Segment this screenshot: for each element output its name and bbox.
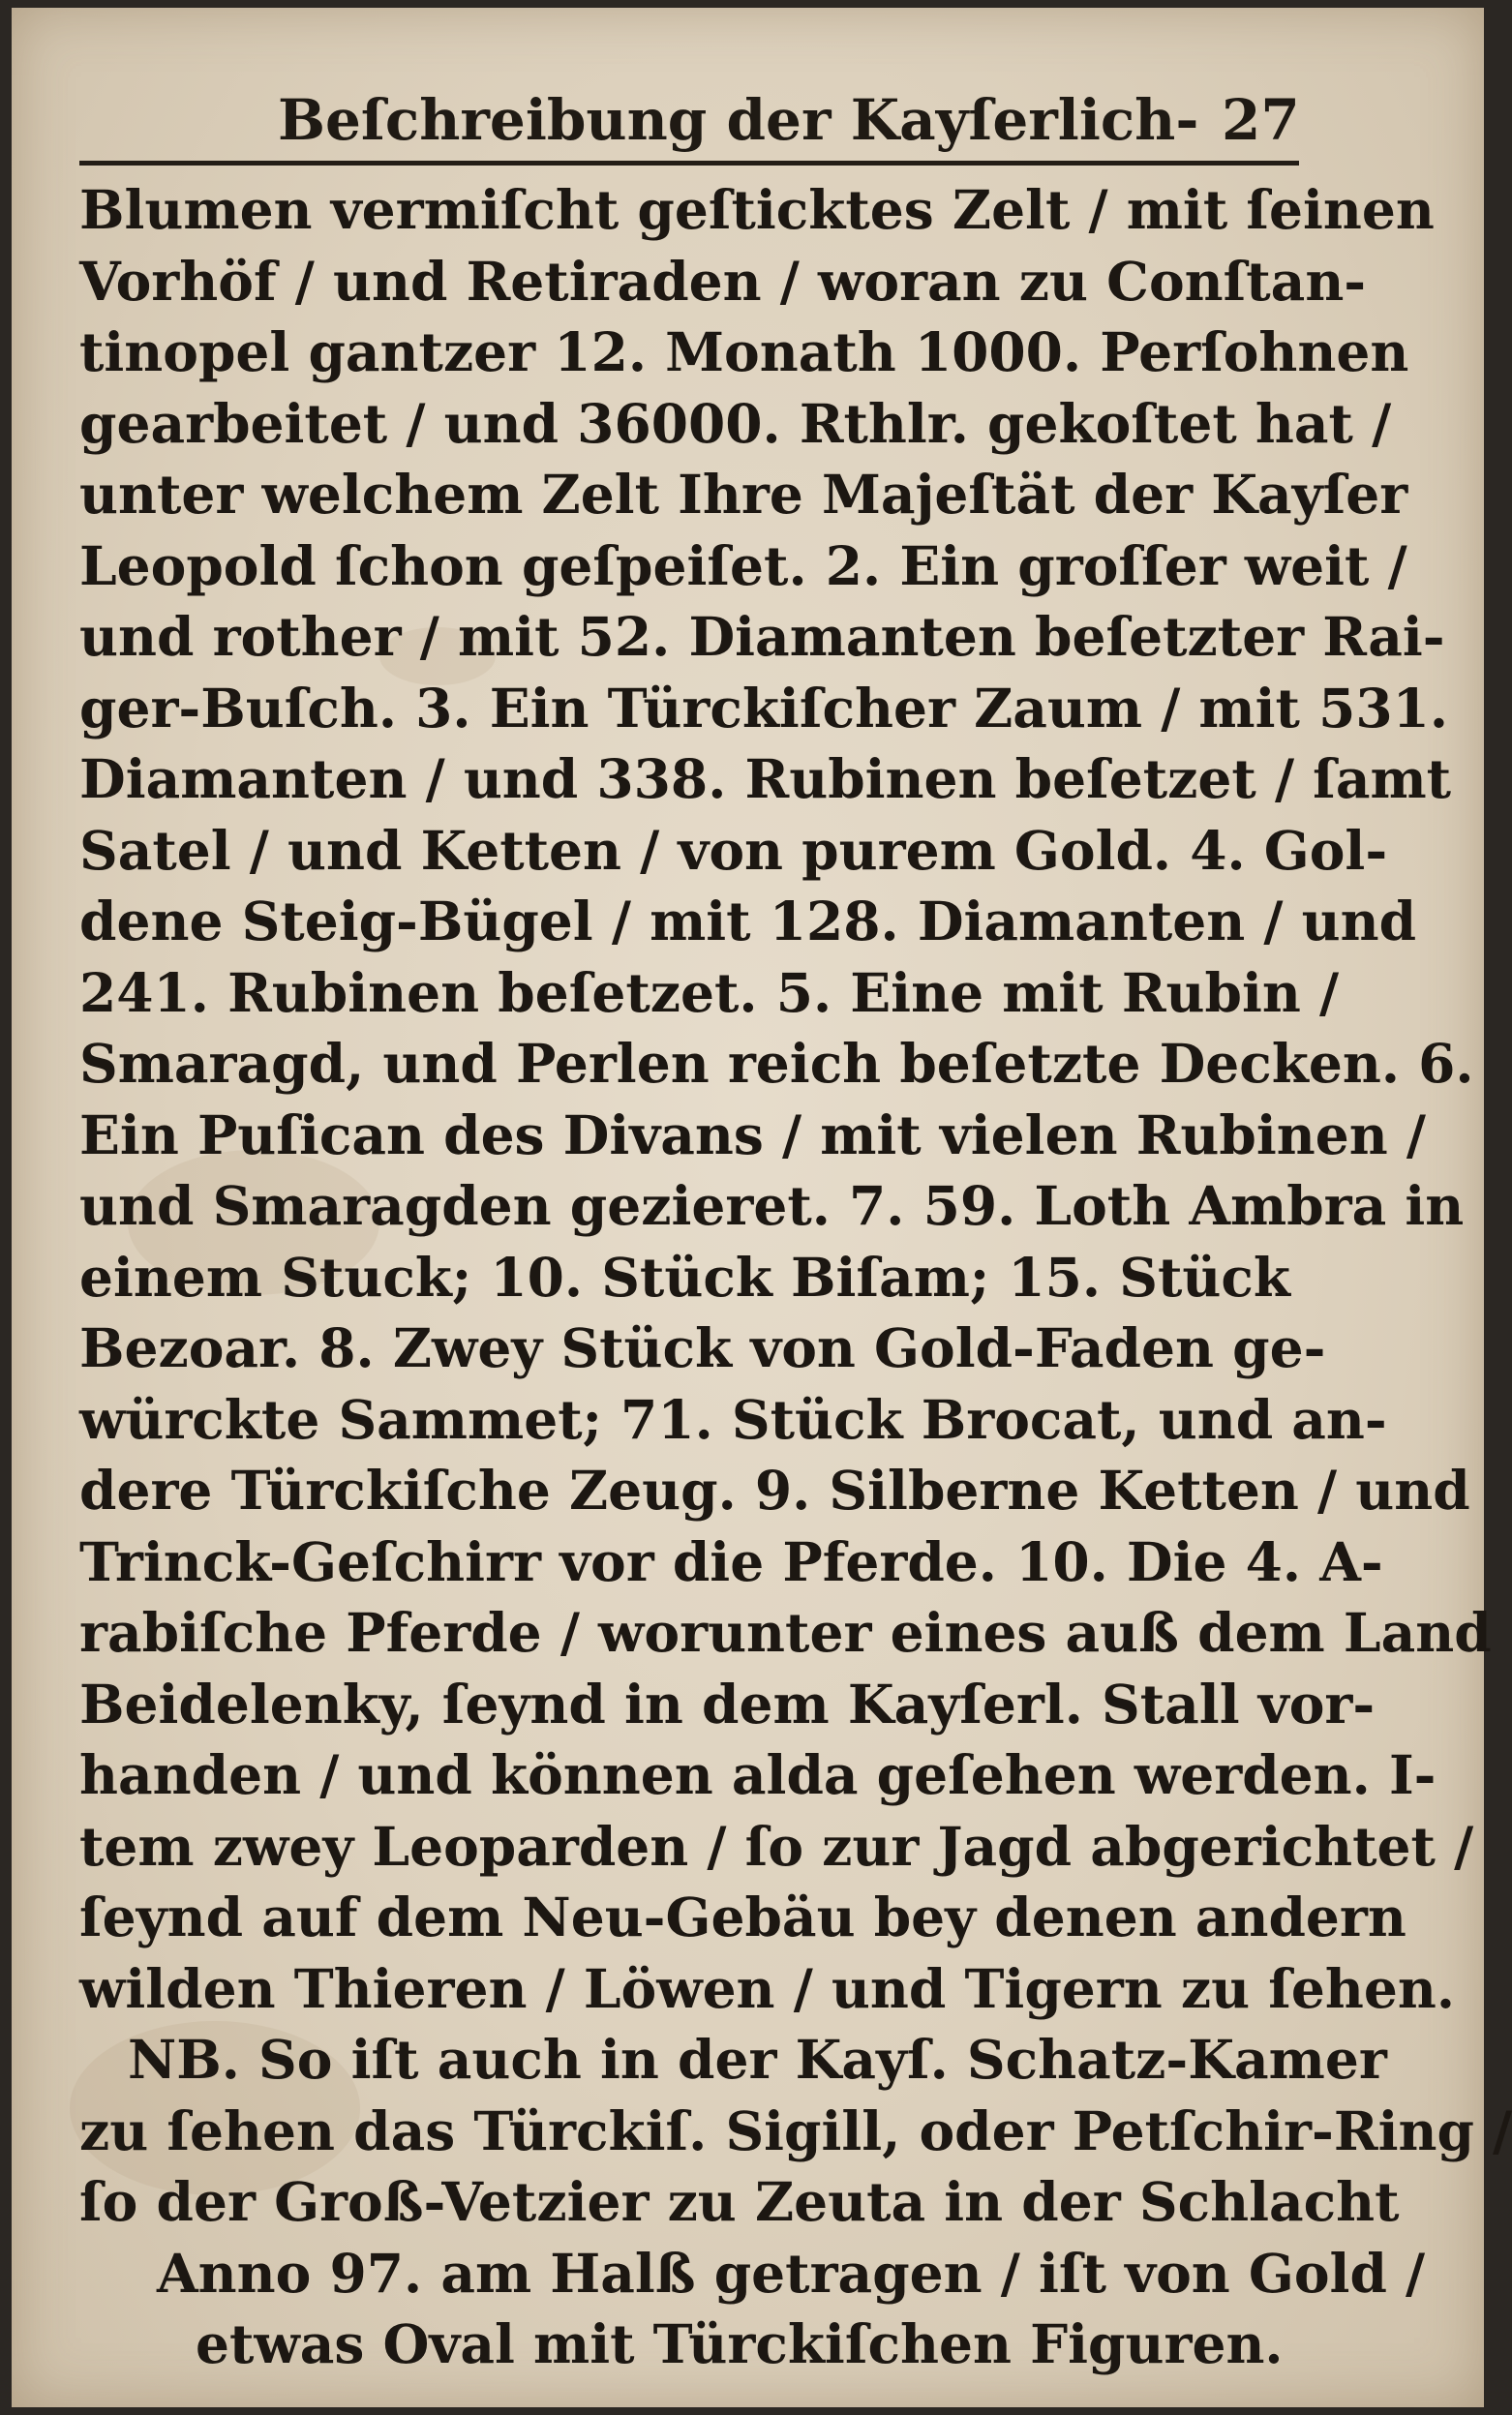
text-line: tinopel gantzer 12. Monath 1000. Perſohnen	[79, 320, 1409, 383]
text-line: 241. Rubinen beſetzet. 5. Eine mit Rubin /	[79, 960, 1340, 1024]
text-line: wilden Thieren / Löwen / und Tigern zu ſehen.	[79, 1956, 1456, 2020]
text-line: ger-Buſch. 3. Ein Türckiſcher Zaum / mit 531.	[79, 676, 1449, 740]
page-number: 27	[1222, 87, 1300, 153]
text-line: gearbeitet / und 36000. Rthlr. gekoſtet hat /	[79, 391, 1392, 455]
text-line: Diamanten / und 338. Rubinen beſetzet / ſamt	[79, 747, 1452, 810]
text-line: und rother / mit 52. Diamanten beſetzter Rai-	[79, 605, 1445, 668]
page-header	[79, 75, 1299, 153]
header-rule	[79, 161, 1299, 166]
text-line: Beidelenky, ſeynd in dem Kayſerl. Stall vor-	[79, 1672, 1376, 1736]
text-body	[79, 174, 1512, 2380]
text-line: ſo der Groß-Vetzier zu Zeuta in der Schlacht	[79, 2170, 1400, 2233]
text-line: zu ſehen das Türckiſ. Sigill, oder Petſchir-Ring /	[79, 2098, 1512, 2162]
text-line: rabiſche Pferde / worunter eines auß dem Land	[79, 1601, 1492, 1664]
text-line: unter welchem Zelt Ihre Majeſtät der Kayſer	[79, 463, 1408, 526]
text-line: Leopold ſchon geſpeiſet. 2. Ein groſſer weit /	[79, 533, 1407, 597]
text-line: dene Steig-Bügel / mit 128. Diamanten / und	[79, 890, 1417, 952]
text-line: Blumen vermiſcht geſticktes Zelt / mit ſeinen	[79, 178, 1435, 241]
text-line: und Smaragden gezieret. 7. 59. Loth Ambra in	[79, 1174, 1465, 1237]
text-line: dere Türckiſche Zeug. 9. Silberne Ketten / und	[79, 1459, 1470, 1522]
text-line: Vorhöf / und Retiraden / woran zu Conſtan-	[79, 249, 1367, 313]
text-line: handen / und können alda geſehen werden. I-	[79, 1743, 1436, 1806]
text-line: Smaragd, und Perlen reich beſetzte Decken. 6.	[79, 1032, 1474, 1095]
text-line: ſeynd auf dem Neu-Gebäu bey denen andern	[79, 1886, 1406, 1948]
text-line: tem zwey Leoparden / ſo zur Jagd abgerichtet /	[79, 1814, 1474, 1878]
book-page	[12, 8, 1512, 2407]
text-line: Satel / und Ketten / von purem Gold. 4. Gol-	[79, 818, 1388, 882]
text-line: NB. So iſt auch in der Kayſ. Schatz-Kamer	[128, 2028, 1387, 2091]
text-line: Trinck-Geſchirr vor die Pferde. 10. Die 4. A-	[79, 1529, 1383, 1593]
text-line: einem Stuck; 10. Stück Biſam; 15. Stück	[79, 1245, 1290, 1309]
text-line: Bezoar. 8. Zwey Stück von Gold-Faden ge-	[79, 1316, 1326, 1379]
text-line: Ein Puſican des Divans / mit vielen Rubinen /	[79, 1102, 1426, 1166]
running-title: Beſchreibung der Kayſerlich-	[278, 87, 1199, 153]
text-line: etwas Oval mit Türckiſchen Figuren.	[196, 2312, 1284, 2375]
text-line: würckte Sammet; 71. Stück Brocat, und an-	[79, 1387, 1387, 1451]
text-line: Anno 97. am Halß getragen / iſt von Gold /	[157, 2241, 1426, 2305]
